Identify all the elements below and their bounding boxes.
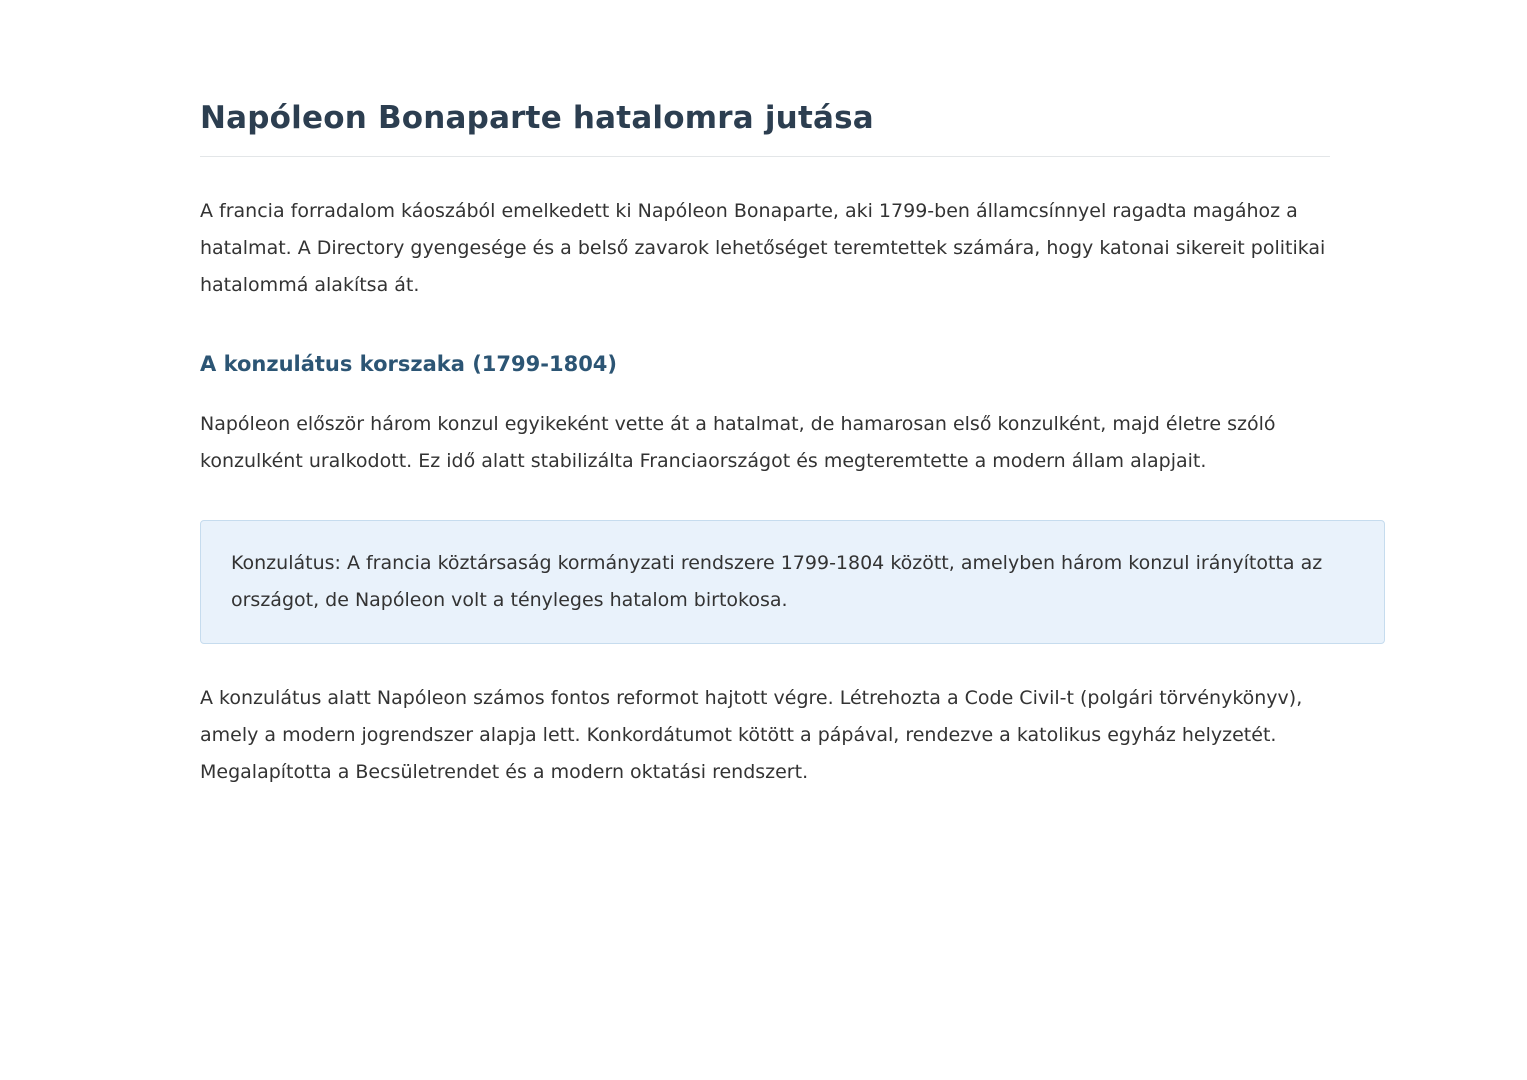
- article-content: [200, 100, 1385, 791]
- intro-paragraph: A francia forradalom káoszából emelkedett ki Napóleon Bonaparte, aki 1799-ben államcsínnyel ragadta magához a hatalmat. A Directory gyengesége és a belső zavarok lehetőséget teremtettek számára, hogy katonai sikereit politikai hatalommá alakítsa át.: [200, 200, 1326, 297]
- section-paragraph: Napóleon először három konzul egyikeként vette át a hatalmat, de hamarosan első konzulként, majd életre szóló konzulként uralkodott. Ez idő alatt stabilizálta Franciaországot és megteremtette a modern állam alapjait.: [200, 413, 1276, 473]
- section-heading: A konzulátus korszaka (1799-1804): [200, 352, 618, 377]
- page-title: Napóleon Bonaparte hatalomra jutása: [200, 100, 1330, 157]
- closing-paragraph: A konzulátus alatt Napóleon számos fontos reformot hajtott végre. Létrehozta a Code Civil-t (polgári törvénykönyv), amely a modern jogrendszer alapja lett. Konkordátumot kötött a pápával, rendezve a katolikus egyház helyzetét. Megalapította a Becsületrendet és a modern oktatási rendszert.: [200, 687, 1303, 784]
- definition-box: [200, 520, 1385, 644]
- definition-text: Konzulátus: A francia köztársaság kormányzati rendszere 1799-1804 között, amelyben három konzul irányította az országot, de Napóleon volt a tényleges hatalom birtokosa.: [231, 552, 1323, 612]
